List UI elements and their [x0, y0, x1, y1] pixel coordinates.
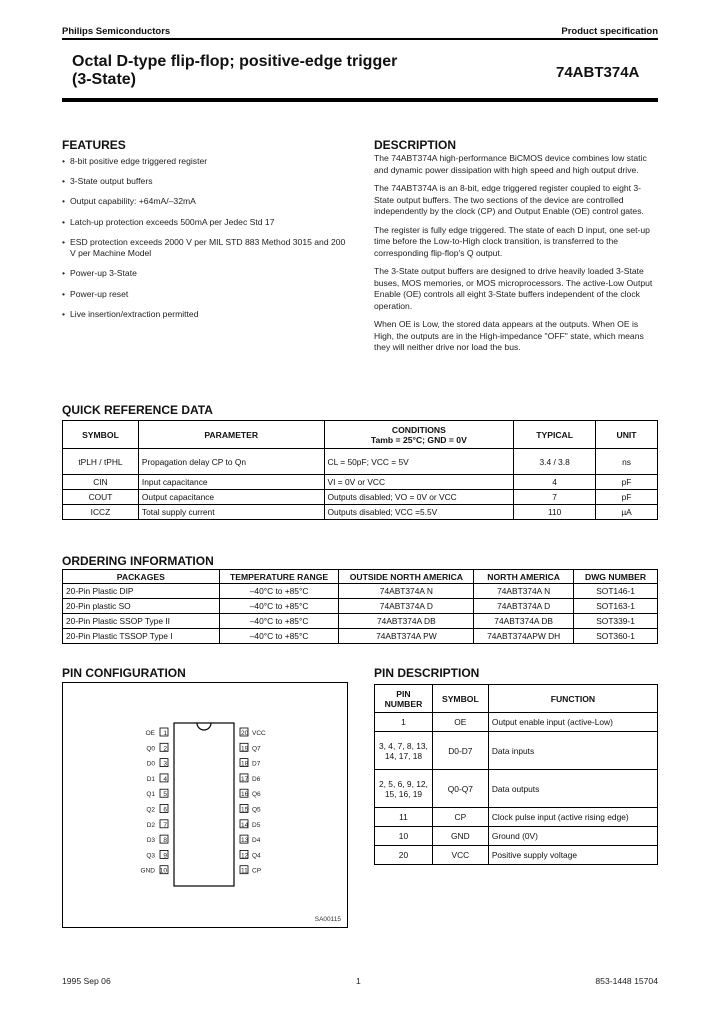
pin-number: 13	[241, 837, 249, 845]
feature-item: • Power-up reset	[62, 289, 347, 301]
pin-number: 17	[241, 775, 249, 783]
table-row: 2, 5, 6, 9, 12, 15, 16, 19 Q0-Q7 Data outputs	[375, 770, 658, 808]
table-row: 20-Pin Plastic TSSOP Type I –40°C to +85°C 74ABT374A PW 74ABT374APW DH SOT360-1	[63, 629, 658, 644]
pin-label: D6	[252, 775, 261, 783]
description-body	[374, 153, 658, 361]
pin-label: CP	[252, 867, 262, 875]
description-paragraph: The register is fully edge triggered. The state of each D input, one set-up time before the Low-to-High clock transition, is transferred to the corresponding flip-flop's Q output.	[374, 224, 650, 258]
pin-number: 7	[163, 821, 167, 829]
pin-label: Q4	[252, 852, 261, 860]
pin-number: 15	[241, 806, 249, 814]
pin-number: 3	[163, 760, 167, 768]
pin-label: Q5	[252, 806, 261, 814]
pin-label: D7	[252, 760, 261, 768]
company-name: Philips Semiconductors	[62, 26, 171, 37]
table-row: 10 GND Ground (0V)	[375, 827, 658, 846]
pin-label: VCC	[252, 730, 266, 737]
pin-number: 11	[241, 867, 248, 875]
pin-config-figure	[62, 682, 348, 928]
table-row: 1 OE Output enable input (active-Low)	[375, 713, 658, 732]
pin-label: Q3	[146, 852, 155, 860]
pin-number: 1	[163, 730, 167, 737]
pin-desc-table	[374, 684, 658, 865]
footer-doc-code: 853-1448 15704	[595, 976, 658, 986]
feature-item: • ESD protection exceeds 2000 V per MIL STD 883 Method 3015 and 200 V per Machine Model	[62, 237, 347, 260]
page-title: Octal D-type flip-flop; positive-edge trigger (3-State)	[72, 53, 398, 88]
pin-label: D0	[146, 760, 155, 768]
footer-page-number: 1	[356, 976, 361, 986]
quick-ref-table	[62, 420, 658, 520]
pin-label: D2	[146, 821, 155, 829]
pin-number: 10	[159, 867, 167, 875]
pin-label: D1	[146, 775, 155, 783]
title-rule	[62, 98, 658, 102]
pin-number: 5	[163, 791, 167, 799]
description-paragraph: When OE is Low, the stored data appears at the outputs. When OE is High, the outputs are in the High-impedance "OFF" state, which means they will neither drive nor load the bus.	[374, 319, 644, 352]
table-row: 3, 4, 7, 8, 13, 14, 17, 18 D0-D7 Data inputs	[375, 732, 658, 770]
pin-label: OE	[145, 730, 155, 737]
ordering-table	[62, 569, 658, 644]
table-row: COUT Output capacitance Outputs disabled; VO = 0V or VCC 7 pF	[63, 490, 658, 505]
features-list	[62, 156, 347, 329]
description-paragraph: The 74ABT374A high-performance BiCMOS device combines low static and dynamic power dissipation with high speed and high output drive.	[374, 153, 647, 175]
ordering-heading: ORDERING INFORMATION	[62, 554, 214, 568]
col-header: TYPICAL	[514, 421, 596, 449]
feature-item: • Power-up 3-State	[62, 268, 347, 280]
part-number: 74ABT374A	[556, 64, 640, 81]
pin-desc-heading: PIN DESCRIPTION	[374, 666, 480, 680]
pin-number: 20	[241, 730, 249, 737]
table-row: 20-Pin Plastic DIP –40°C to +85°C 74ABT374A N 74ABT374A N SOT146-1	[63, 584, 658, 599]
table-row: 11 CP Clock pulse input (active rising edge)	[375, 808, 658, 827]
pin-label: Q6	[252, 791, 261, 799]
pin-label: Q2	[146, 806, 155, 814]
pin-label: D3	[146, 837, 155, 845]
table-row: 20 VCC Positive supply voltage	[375, 846, 658, 865]
pin-number: 19	[241, 745, 249, 753]
figure-id: SA00115	[314, 916, 341, 923]
dip-package-diagram	[63, 683, 347, 927]
pin-label: D4	[252, 837, 261, 845]
pin-number: 4	[163, 775, 167, 783]
pin-label: Q0	[146, 745, 155, 753]
pin-label: Q7	[252, 745, 261, 753]
feature-item: • Output capability: +64mA/–32mA	[62, 196, 347, 208]
pin-config-heading: PIN CONFIGURATION	[62, 666, 186, 680]
pin-label: GND	[140, 867, 155, 875]
col-header: CONDITIONS Tamb = 25°C; GND = 0V	[324, 421, 514, 449]
pin-label: Q1	[146, 791, 155, 799]
feature-item: • 3-State output buffers	[62, 176, 347, 188]
pin-number: 14	[241, 821, 249, 829]
col-header: SYMBOL	[63, 421, 139, 449]
footer-date: 1995 Sep 06	[62, 976, 111, 986]
features-heading: FEATURES	[62, 138, 126, 152]
description-paragraph: The 74ABT374A is an 8-bit, edge triggered register coupled to eight 3-State output buffers. The two sections of the device are controlled independently by the clock (CP) and Output Enable (OE) control gates.	[374, 183, 644, 216]
pin-label: D5	[252, 821, 261, 829]
feature-item: • 8-bit positive edge triggered register	[62, 156, 347, 168]
table-row: tPLH / tPHL Propagation delay CP to Qn CL = 50pF; VCC = 5V 3.4 / 3.8 ns	[63, 449, 658, 475]
document-type: Product specification	[561, 26, 658, 37]
pin-number: 16	[241, 791, 249, 799]
pin-number: 6	[163, 806, 167, 814]
table-row: ICCZ Total supply current Outputs disabled; VCC =5.5V 110 µA	[63, 505, 658, 520]
table-header-row: PIN NUMBER SYMBOL FUNCTION	[375, 685, 658, 713]
pin-number: 8	[163, 837, 167, 845]
pin-number: 18	[241, 760, 249, 768]
table-header-row	[63, 421, 658, 449]
quick-ref-heading: QUICK REFERENCE DATA	[62, 403, 213, 417]
feature-item: • Live insertion/extraction permitted	[62, 309, 347, 321]
table-row: 20-Pin plastic SO –40°C to +85°C 74ABT374A D 74ABT374A D SOT163-1	[63, 599, 658, 614]
header-rule	[62, 38, 658, 40]
table-header-row: PACKAGES TEMPERATURE RANGE OUTSIDE NORTH AMERICA NORTH AMERICA DWG NUMBER	[63, 570, 658, 584]
pin-number: 12	[241, 852, 249, 860]
pin-number: 9	[163, 852, 167, 860]
description-paragraph: The 3-State output buffers are designed to drive heavily loaded 3-State buses, MOS memories, or MOS microprocessors. The active-Low Output Enable (OE) controls all eight 3-State buffers independent of the clock operation.	[374, 266, 653, 311]
col-header: UNIT	[596, 421, 658, 449]
table-row: CIN Input capacitance VI = 0V or VCC 4 pF	[63, 475, 658, 490]
col-header: PARAMETER	[138, 421, 324, 449]
feature-item: • Latch-up protection exceeds 500mA per Jedec Std 17	[62, 217, 347, 229]
pin-number: 2	[163, 745, 167, 753]
description-heading: DESCRIPTION	[374, 138, 457, 152]
table-row: 20-Pin Plastic SSOP Type II –40°C to +85°C 74ABT374A DB 74ABT374A DB SOT339-1	[63, 614, 658, 629]
